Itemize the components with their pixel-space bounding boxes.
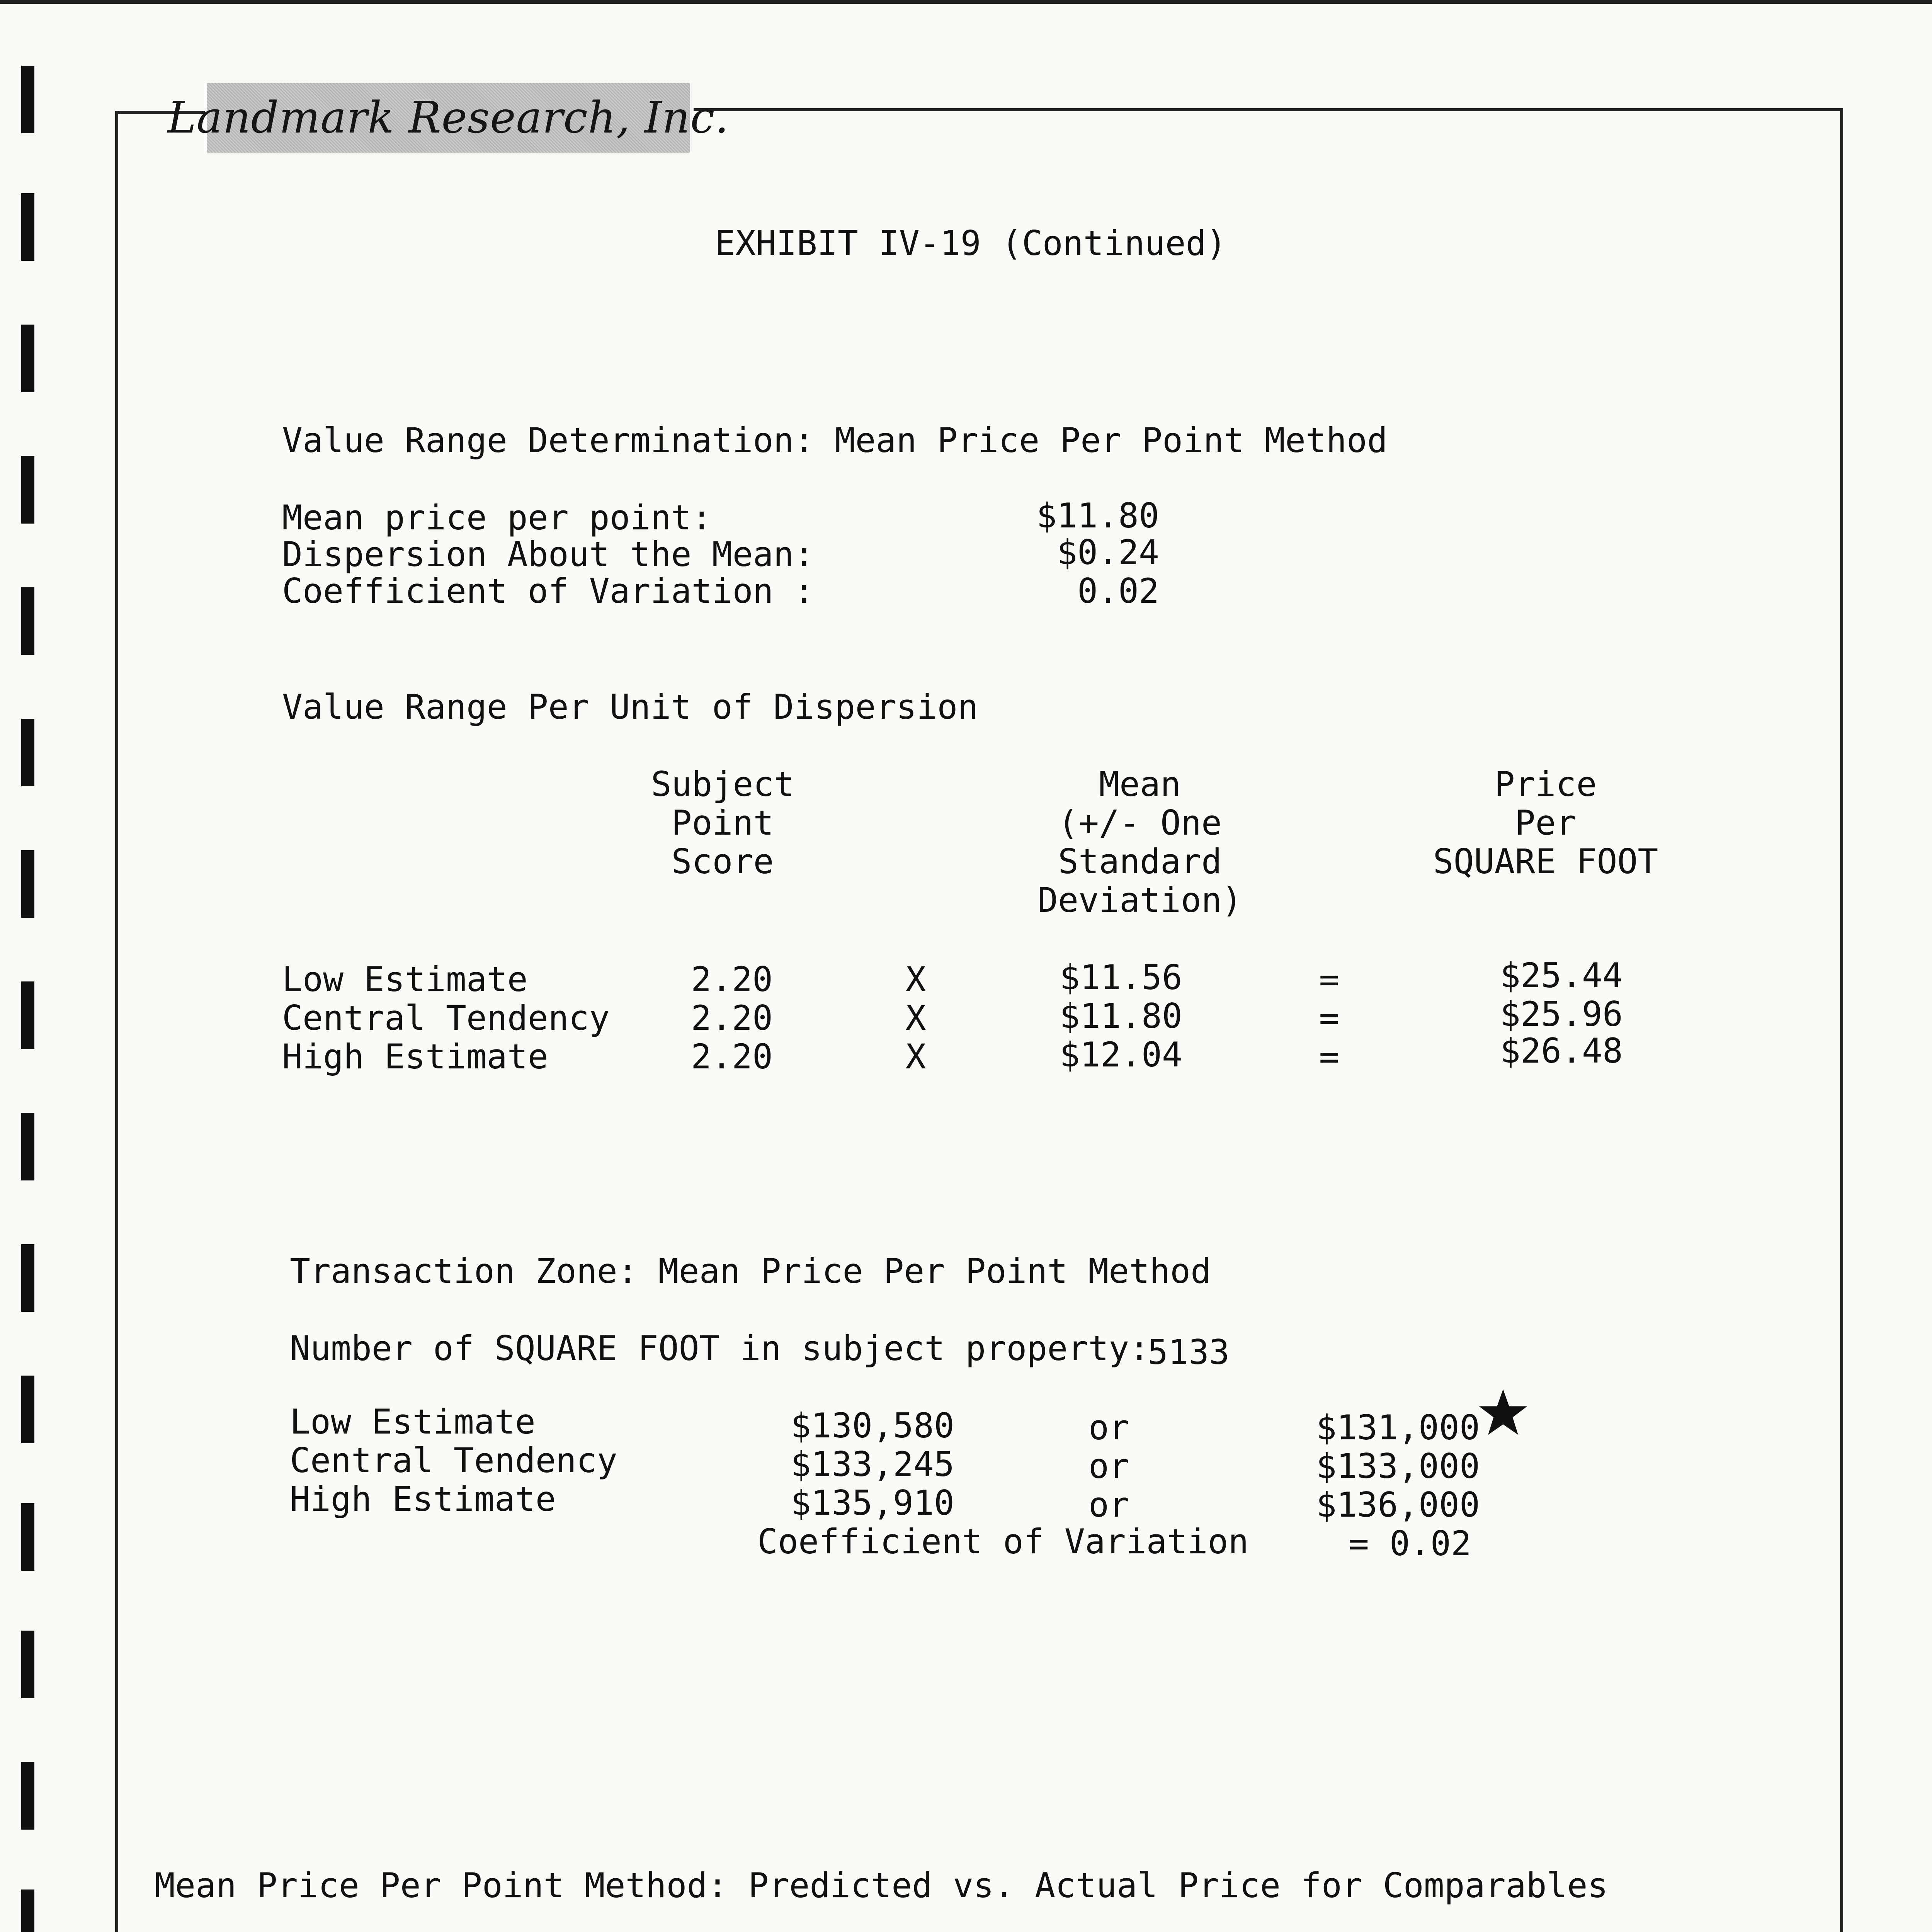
exhibit-title: EXHIBIT IV-19 (Continued): [715, 223, 1227, 263]
binding-mark: [21, 1631, 34, 1698]
binding-mark: [21, 456, 34, 524]
mean-value: $11.56: [1060, 957, 1182, 997]
column-header-subject: Subject: [651, 764, 794, 804]
binding-mark: [21, 1113, 34, 1180]
column-header-subject: Point: [671, 803, 774, 843]
times-sign: X: [905, 998, 926, 1038]
row-label: Central Tendency: [282, 998, 610, 1038]
zone-value: $130,580: [791, 1406, 954, 1446]
binding-mark: [21, 1762, 34, 1830]
price-value: $26.48: [1500, 1031, 1623, 1071]
company-name: Landmark Research, Inc.: [167, 93, 729, 143]
binding-mark: [21, 1889, 34, 1932]
column-header-price: Per: [1515, 803, 1577, 843]
column-header-subject: Score: [671, 842, 774, 881]
mean-value: $11.80: [1060, 996, 1182, 1036]
binding-mark: [21, 1244, 34, 1312]
zone-rounded: $136,000: [1316, 1485, 1480, 1525]
score-value: 2.20: [691, 998, 773, 1038]
frame-top-right: [694, 108, 1843, 111]
times-sign: X: [905, 959, 926, 999]
stat-value-dispersion: $0.24: [1057, 532, 1159, 572]
binding-mark: [21, 587, 34, 655]
binding-mark: [21, 981, 34, 1049]
sqft-label: Number of SQUARE FOOT in subject property:: [290, 1328, 1150, 1368]
column-header-price: Price: [1494, 764, 1597, 804]
zone-row-label: Low Estimate: [290, 1402, 536, 1442]
or-word: or: [1088, 1408, 1129, 1447]
binding-mark: [21, 66, 34, 133]
zone-value: $135,910: [791, 1483, 954, 1523]
zone-cov-label: Coefficient of Variation: [757, 1522, 1249, 1561]
column-header-price: SQUARE FOOT: [1433, 842, 1658, 881]
zone-row-label: High Estimate: [290, 1479, 556, 1519]
star-icon: [1478, 1387, 1528, 1437]
score-value: 2.20: [691, 1037, 773, 1077]
or-word: or: [1088, 1485, 1129, 1525]
zone-rounded: $131,000: [1316, 1408, 1480, 1447]
stat-label-cov: Coefficient of Variation :: [282, 571, 815, 611]
column-header-mean: (+/- One: [1058, 803, 1222, 843]
equals-sign: =: [1319, 998, 1340, 1038]
column-header-mean: Deviation): [1037, 880, 1242, 920]
equals-sign: =: [1319, 959, 1340, 999]
zone-rounded: $133,000: [1316, 1446, 1480, 1486]
column-header-mean: Mean: [1099, 764, 1181, 804]
section-heading-transaction-zone: Transaction Zone: Mean Price Per Point Method: [290, 1251, 1211, 1291]
binding-mark: [21, 719, 34, 786]
sqft-value: 5133: [1148, 1332, 1230, 1372]
binding-mark: [21, 325, 34, 392]
zone-cov-value: = 0.02: [1349, 1524, 1471, 1563]
column-header-mean: Standard: [1058, 842, 1222, 881]
or-word: or: [1088, 1446, 1129, 1486]
row-label: Low Estimate: [282, 959, 528, 999]
stat-label-dispersion: Dispersion About the Mean:: [282, 534, 815, 574]
frame-right: [1840, 108, 1843, 1932]
zone-row-label: Central Tendency: [290, 1440, 617, 1480]
binding-mark: [21, 1503, 34, 1571]
section-heading-value-range: Value Range Determination: Mean Price Per Point Method: [282, 420, 1388, 460]
equals-sign: =: [1319, 1037, 1340, 1077]
mean-value: $12.04: [1060, 1035, 1182, 1075]
zone-value: $133,245: [791, 1444, 954, 1484]
company-letterhead: [167, 83, 729, 153]
section-heading-dispersion: Value Range Per Unit of Dispersion: [282, 687, 978, 727]
frame-left: [115, 111, 118, 1932]
score-value: 2.20: [691, 959, 773, 999]
stat-value-cov: 0.02: [1077, 571, 1159, 611]
price-value: $25.44: [1500, 956, 1623, 995]
price-value: $25.96: [1500, 994, 1623, 1034]
stat-label-mean: Mean price per point:: [282, 498, 712, 537]
scan-edge: [0, 0, 1932, 4]
times-sign: X: [905, 1037, 926, 1077]
stat-value-mean: $11.80: [1036, 496, 1159, 536]
binding-mark: [21, 193, 34, 261]
binding-mark: [21, 850, 34, 918]
row-label: High Estimate: [282, 1037, 548, 1077]
binding-mark: [21, 1376, 34, 1443]
section-heading-comparables: Mean Price Per Point Method: Predicted vs. Actual Price for Comparables: [155, 1866, 1608, 1905]
